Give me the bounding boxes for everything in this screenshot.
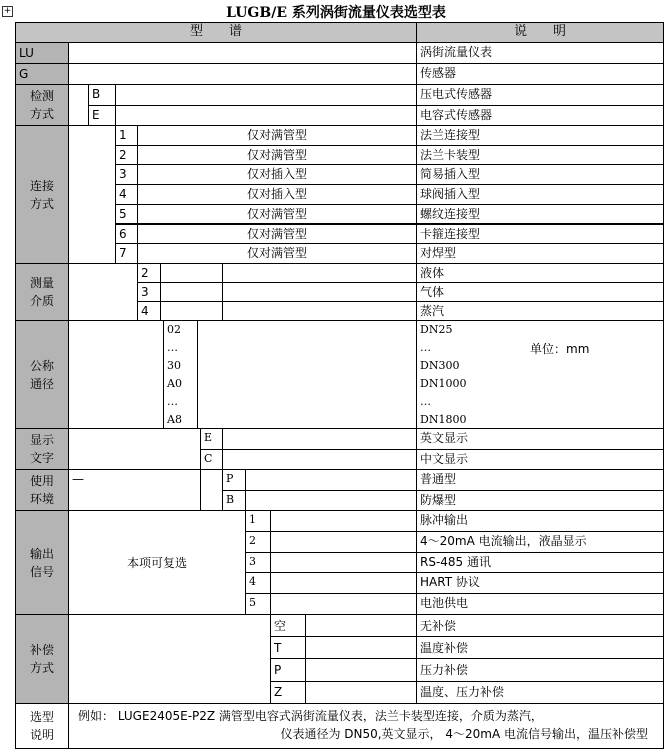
output-desc-text: RS-485 通讯 bbox=[420, 554, 492, 569]
medium-code bbox=[137, 282, 161, 302]
connection-desc-text: 法兰卡装型 bbox=[420, 147, 481, 162]
medium-label bbox=[15, 263, 69, 321]
detection-desc-text: 电容式传感器 bbox=[420, 107, 493, 122]
medium-label-text: 测量 介质 bbox=[29, 276, 54, 308]
detection-code-text: E bbox=[92, 107, 100, 122]
output-desc-text: 电池供电 bbox=[420, 596, 469, 611]
environment-desc-text: 防爆型 bbox=[420, 492, 457, 507]
empty-cell bbox=[305, 614, 417, 637]
medium-code-text: 3 bbox=[141, 285, 149, 299]
environment-code-text: P bbox=[226, 472, 234, 485]
example-label bbox=[15, 703, 69, 749]
detection-desc bbox=[416, 84, 664, 106]
empty-cell bbox=[270, 552, 417, 574]
display-label bbox=[15, 428, 69, 470]
display-desc-text: 英文显示 bbox=[420, 431, 469, 445]
lu-code-text: LU bbox=[19, 46, 34, 60]
page-title: LUGB/E 系列涡街流量仪表选型表 bbox=[226, 5, 446, 21]
output-desc-text: 脉冲输出 bbox=[420, 513, 469, 527]
compensation-label bbox=[15, 614, 69, 704]
connection-label bbox=[15, 125, 69, 264]
header-desc bbox=[416, 22, 664, 43]
output-label-text: 输出 信号 bbox=[29, 546, 54, 579]
connection-code-text: 2 bbox=[119, 147, 127, 162]
connection-desc-text: 法兰连接型 bbox=[420, 128, 481, 142]
connection-desc-text: 对焊型 bbox=[420, 246, 457, 261]
table-move-handle-icon[interactable]: + bbox=[3, 6, 12, 16]
compensation-code-text: T bbox=[274, 640, 282, 655]
output-code bbox=[245, 572, 271, 594]
connection-desc bbox=[416, 184, 664, 205]
connection-desc bbox=[416, 224, 664, 245]
diameter-label-text: 公称 通径 bbox=[29, 358, 54, 391]
output-label bbox=[15, 510, 69, 615]
medium-desc bbox=[416, 263, 664, 283]
compensation-desc bbox=[416, 614, 664, 637]
connection-label-text: 连接 方式 bbox=[29, 178, 54, 211]
connection-code-text: 4 bbox=[119, 187, 127, 202]
compensation-desc bbox=[416, 636, 664, 659]
empty-cell bbox=[270, 593, 417, 615]
connection-code-text: 7 bbox=[119, 246, 127, 261]
display-code bbox=[200, 449, 223, 471]
diameter-codes bbox=[163, 320, 198, 429]
empty-cell bbox=[222, 263, 417, 283]
connection-type-text: 仅对满管型 bbox=[246, 147, 307, 162]
display-desc-text: 中文显示 bbox=[420, 451, 469, 466]
connection-code bbox=[115, 164, 138, 185]
compensation-code bbox=[270, 658, 306, 681]
connection-code-text: 5 bbox=[119, 206, 127, 221]
empty-cell bbox=[305, 658, 417, 681]
empty-cell bbox=[68, 320, 164, 429]
connection-code bbox=[115, 145, 138, 166]
output-desc bbox=[416, 593, 664, 615]
output-note bbox=[68, 510, 246, 615]
output-desc bbox=[416, 572, 664, 594]
empty-cell bbox=[222, 282, 417, 302]
connection-desc-text: 简易插入型 bbox=[420, 167, 481, 182]
empty-cell bbox=[68, 84, 89, 126]
detection-label-text: 检测 方式 bbox=[29, 89, 54, 121]
connection-type bbox=[137, 184, 417, 205]
header-desc-text: 说 明 bbox=[513, 24, 566, 39]
connection-code bbox=[115, 125, 138, 146]
compensation-code-text: 空 bbox=[274, 618, 287, 633]
output-code bbox=[245, 593, 271, 615]
header-model bbox=[15, 22, 417, 43]
output-code bbox=[245, 531, 271, 553]
display-desc bbox=[416, 449, 664, 471]
environment-code bbox=[222, 490, 246, 512]
compensation-desc bbox=[416, 658, 664, 681]
connection-code-text: 6 bbox=[119, 226, 127, 241]
detection-code bbox=[88, 105, 116, 127]
environment-label bbox=[15, 469, 69, 511]
empty-cell bbox=[68, 63, 417, 85]
medium-desc bbox=[416, 282, 664, 302]
environment-code bbox=[222, 469, 246, 491]
header-model-text: 型 谱 bbox=[189, 24, 242, 39]
environment-label-text: 使用 环境 bbox=[29, 474, 54, 506]
empty-cell bbox=[270, 531, 417, 553]
compensation-desc-text: 压力补偿 bbox=[420, 662, 469, 677]
compensation-code bbox=[270, 636, 306, 659]
g-desc-text: 传感器 bbox=[420, 66, 457, 80]
diameter-sizes bbox=[416, 320, 664, 429]
output-desc bbox=[416, 531, 664, 553]
connection-code-text: 3 bbox=[119, 167, 127, 182]
compensation-code bbox=[270, 681, 306, 704]
detection-label bbox=[15, 84, 69, 126]
lu-desc bbox=[416, 42, 664, 64]
medium-code bbox=[137, 263, 161, 283]
detection-desc bbox=[416, 105, 664, 127]
connection-type bbox=[137, 224, 417, 245]
compensation-label-text: 补偿 方式 bbox=[29, 643, 54, 675]
detection-code bbox=[88, 84, 116, 106]
connection-desc bbox=[416, 164, 664, 185]
empty-cell bbox=[197, 320, 417, 429]
output-desc-text: 4～20mA 电流输出，液晶显示 bbox=[420, 533, 587, 548]
unit-label: 单位：mm bbox=[530, 342, 590, 356]
output-desc bbox=[416, 552, 664, 574]
connection-type-text: 仅对插入型 bbox=[246, 167, 307, 182]
medium-desc-text: 液体 bbox=[420, 266, 445, 280]
empty-cell bbox=[305, 681, 417, 704]
connection-type-text: 仅对满管型 bbox=[246, 226, 307, 241]
connection-code bbox=[115, 204, 138, 225]
medium-code-text: 2 bbox=[141, 266, 149, 280]
medium-code-text: 4 bbox=[141, 304, 149, 318]
empty-cell bbox=[68, 42, 417, 64]
display-desc bbox=[416, 428, 664, 450]
output-code-text: 3 bbox=[249, 554, 256, 568]
connection-code bbox=[115, 224, 138, 245]
empty-cell bbox=[68, 263, 138, 321]
empty-cell bbox=[160, 282, 223, 302]
example-line-2: 仪表通径为 DN50,英文显示， 4～20mA 电流信号输出，温压补偿型 bbox=[280, 727, 648, 741]
empty-cell bbox=[200, 469, 223, 511]
output-code-text: 4 bbox=[249, 575, 256, 589]
connection-desc-text: 螺纹连接型 bbox=[420, 206, 481, 221]
output-code bbox=[245, 552, 271, 574]
display-code-text: E bbox=[204, 431, 213, 444]
empty-cell bbox=[222, 301, 417, 321]
connection-type bbox=[137, 243, 417, 264]
output-desc-text: HART 协议 bbox=[420, 575, 480, 590]
output-note-text: 本项可复选 bbox=[126, 555, 187, 570]
empty-cell bbox=[245, 469, 417, 491]
connection-desc bbox=[416, 125, 664, 146]
example-line-1: 例如： LUGE2405E-P2Z 满管型电容式涡街流量仪表，法兰卡装型连接，介质为蒸汽， bbox=[78, 709, 543, 723]
empty-cell bbox=[160, 263, 223, 283]
connection-type bbox=[137, 164, 417, 185]
connection-desc-text: 卡箍连接型 bbox=[420, 226, 481, 241]
environment-desc-text: 普通型 bbox=[420, 472, 457, 486]
environment-desc bbox=[416, 490, 664, 512]
display-code bbox=[200, 428, 223, 450]
empty-cell bbox=[270, 510, 417, 532]
display-code-text: C bbox=[204, 451, 213, 465]
empty-cell bbox=[68, 428, 201, 470]
empty-cell bbox=[115, 84, 417, 106]
compensation-desc-text: 温度、压力补偿 bbox=[420, 685, 505, 700]
display-label-text: 显示 文字 bbox=[29, 433, 54, 465]
empty-cell bbox=[68, 614, 271, 704]
compensation-desc-text: 温度补偿 bbox=[420, 640, 469, 655]
diameter-codes-text: 02 … 30 A0 … A8 bbox=[167, 323, 182, 426]
compensation-code bbox=[270, 614, 306, 637]
medium-desc-text: 蒸汽 bbox=[420, 304, 445, 318]
environment-dash-text: — bbox=[72, 472, 84, 486]
compensation-desc-text: 无补偿 bbox=[420, 618, 457, 633]
g-desc bbox=[416, 63, 664, 85]
connection-type bbox=[137, 125, 417, 146]
environment-code-text: B bbox=[226, 492, 235, 506]
g-code-text: G bbox=[19, 67, 29, 81]
output-code bbox=[245, 510, 271, 532]
compensation-code-text: Z bbox=[274, 685, 283, 700]
connection-desc bbox=[416, 204, 664, 225]
connection-desc-text: 球阀插入型 bbox=[420, 187, 481, 202]
diameter-label bbox=[15, 320, 69, 429]
compensation-code-text: P bbox=[274, 662, 282, 677]
output-code-text: 5 bbox=[249, 596, 256, 610]
output-desc bbox=[416, 510, 664, 532]
g-code bbox=[15, 63, 69, 85]
example-text bbox=[68, 703, 664, 749]
example-label-text: 选型 说明 bbox=[29, 710, 54, 742]
diameter-sizes-text: DN25 … DN300 DN1000 … DN1800 bbox=[420, 323, 467, 426]
connection-code-text: 1 bbox=[119, 128, 127, 142]
environment-desc bbox=[416, 469, 664, 491]
empty-cell bbox=[68, 125, 116, 264]
output-code-text: 1 bbox=[249, 513, 256, 526]
connection-code bbox=[115, 243, 138, 264]
empty-cell bbox=[222, 449, 417, 471]
empty-cell bbox=[222, 428, 417, 450]
connection-type bbox=[137, 204, 417, 225]
lu-code bbox=[15, 42, 69, 64]
connection-desc bbox=[416, 145, 664, 166]
empty-cell bbox=[305, 636, 417, 659]
connection-type-text: 仅对满管型 bbox=[246, 246, 307, 261]
connection-type-text: 仅对插入型 bbox=[246, 187, 307, 202]
output-code-text: 2 bbox=[249, 533, 256, 547]
lu-desc-text: 涡街流量仪表 bbox=[420, 45, 493, 59]
compensation-desc bbox=[416, 681, 664, 704]
environment-dash bbox=[68, 469, 201, 511]
connection-desc bbox=[416, 243, 664, 264]
detection-desc-text: 压电式传感器 bbox=[420, 87, 493, 101]
connection-type bbox=[137, 145, 417, 166]
empty-cell bbox=[160, 301, 223, 321]
empty-cell bbox=[245, 490, 417, 512]
connection-type-text: 仅对满管型 bbox=[246, 128, 307, 142]
empty-cell bbox=[270, 572, 417, 594]
medium-desc bbox=[416, 301, 664, 321]
connection-code bbox=[115, 184, 138, 205]
detection-code-text: B bbox=[92, 87, 101, 101]
medium-code bbox=[137, 301, 161, 321]
medium-desc-text: 气体 bbox=[420, 285, 445, 299]
empty-cell bbox=[115, 105, 417, 127]
connection-type-text: 仅对满管型 bbox=[246, 206, 307, 221]
